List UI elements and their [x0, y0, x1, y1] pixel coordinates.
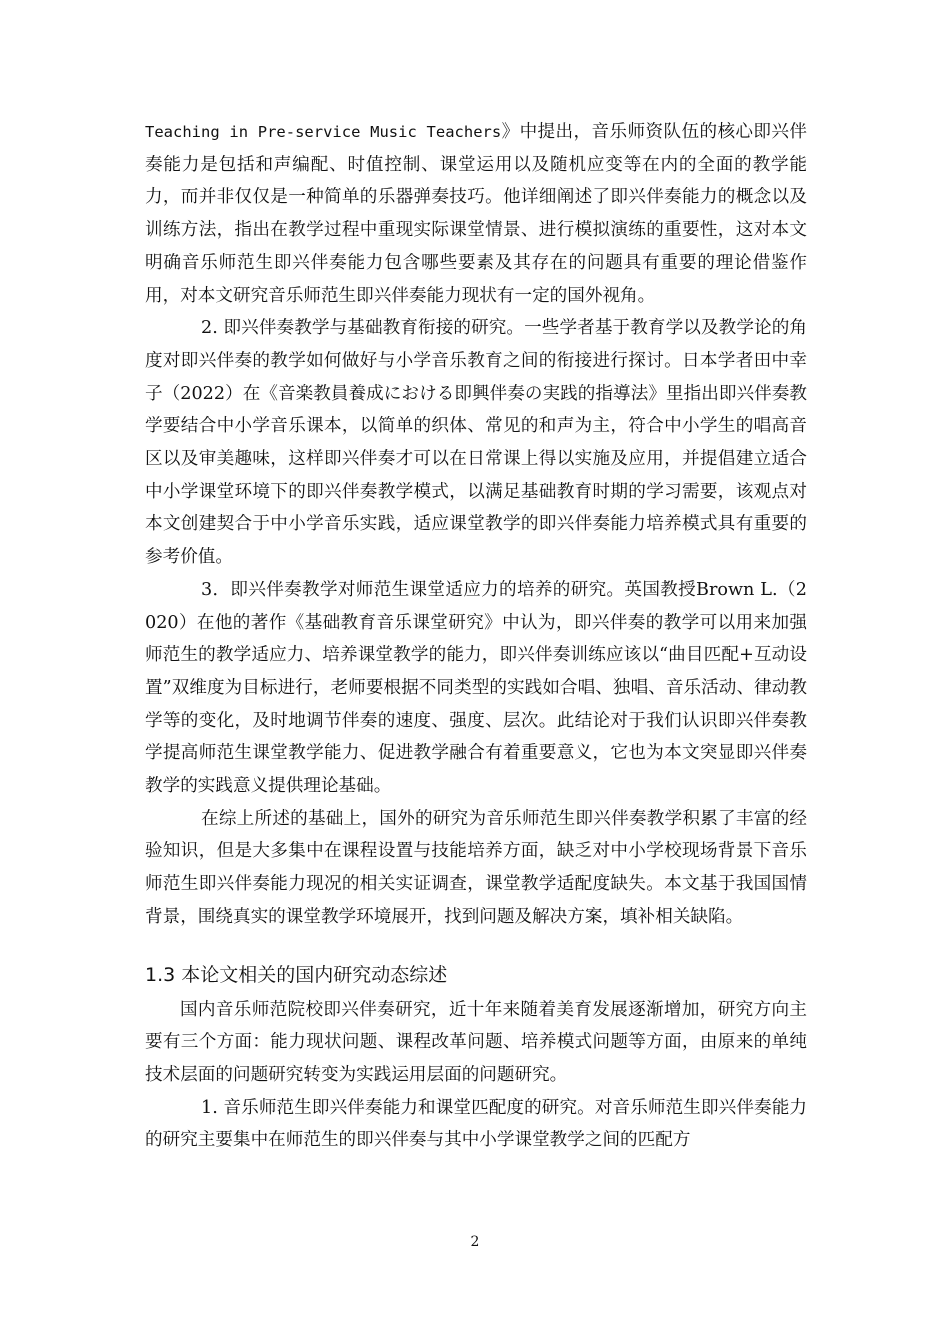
paragraph-1-text: 》中提出，音乐师资队伍的核心即兴伴奏能力是包括和声编配、时值控制、课堂运用以及随机应变等在内的全面的教学能力，而并非仅仅是一种简单的乐器弹奏技巧。他详细阐述了即兴伴奏能力的概念以及训练方法，指出在教学过程中重现实际课堂情景、进行模拟演练的重要性，这对本文明确音乐师范生即兴伴奏能力包含哪些要素及其存在的问题具有重要的理论借鉴作用，对本文研究音乐师范生即兴伴奏能力现状有一定的国外视角。 [145, 122, 807, 306]
paragraph-1 [145, 116, 807, 312]
section-heading: 1.3 本论文相关的国内研究动态综述 [145, 963, 448, 986]
paragraph-2: 2. 即兴伴奏教学与基础教育衔接的研究。一些学者基于教育学以及教学论的角度对即兴伴奏的教学如何做好与小学音乐教育之间的衔接进行探讨。日本学者田中幸子（2022）在《音楽教員養成における即興伴奏の実践的指導法》里指出即兴伴奏教学要结合中小学音乐课本，以简单的织体、常见的和声为主，符合中小学生的唱高音区以及审美趣味，这样即兴伴奏才可以在日常课上得以实施及应用，并提倡建立适合中小学课堂环境下的即兴伴奏教学模式，以满足基础教育时期的学习需要，该观点对本文创建契合于中小学音乐实践，适应课堂教学的即兴伴奏能力培养模式具有重要的参考价值。 [145, 318, 807, 568]
document-body [145, 116, 807, 1157]
paragraph-5: 国内音乐师范院校即兴伴奏研究，近十年来随着美育发展逐渐增加，研究方向主要有三个方面：能力现状问题、课程改革问题、培养模式问题等方面，由原来的单纯技术层面的问题研究转变为实践运用层面的问题研究。 [145, 999, 807, 1085]
paragraph-4: 在综上所述的基础上，国外的研究为音乐师范生即兴伴奏教学积累了丰富的经验知识，但是大多集中在课程设置与技能培养方面，缺乏对中小学校现场背景下音乐师范生即兴伴奏能力现况的相关实证调查，课堂教学适配度缺失。本文基于我国国情背景，围绕真实的课堂教学环境展开，找到问题及解决方案，填补相关缺陷。 [145, 808, 807, 927]
paragraph-6: 1. 音乐师范生即兴伴奏能力和课堂匹配度的研究。对音乐师范生即兴伴奏能力的研究主要集中在师范生的即兴伴奏与其中小学课堂教学之间的匹配方 [145, 1097, 807, 1151]
page-number: 2 [470, 1234, 480, 1250]
paragraph-1-latin-title: Teaching in Pre-service Music Teachers [145, 123, 502, 141]
paragraph-3: 3．即兴伴奏教学对师范生课堂适应力的培养的研究。英国教授Brown L.（2020）在他的著作《基础教育音乐课堂研究》中认为，即兴伴奏的教学可以用来加强师范生的教学适应力、培养课堂教学的能力，即兴伴奏训练应该以“曲目匹配+互动设置”双维度为目标进行，老师要根据不同类型的实践如合唱、独唱、音乐活动、律动教学等的变化，及时地调节伴奏的速度、强度、层次。此结论对于我们认识即兴伴奏教学提高师范生课堂教学能力、促进教学融合有着重要意义，它也为本文突显即兴伴奏教学的实践意义提供理论基础。 [145, 579, 807, 797]
